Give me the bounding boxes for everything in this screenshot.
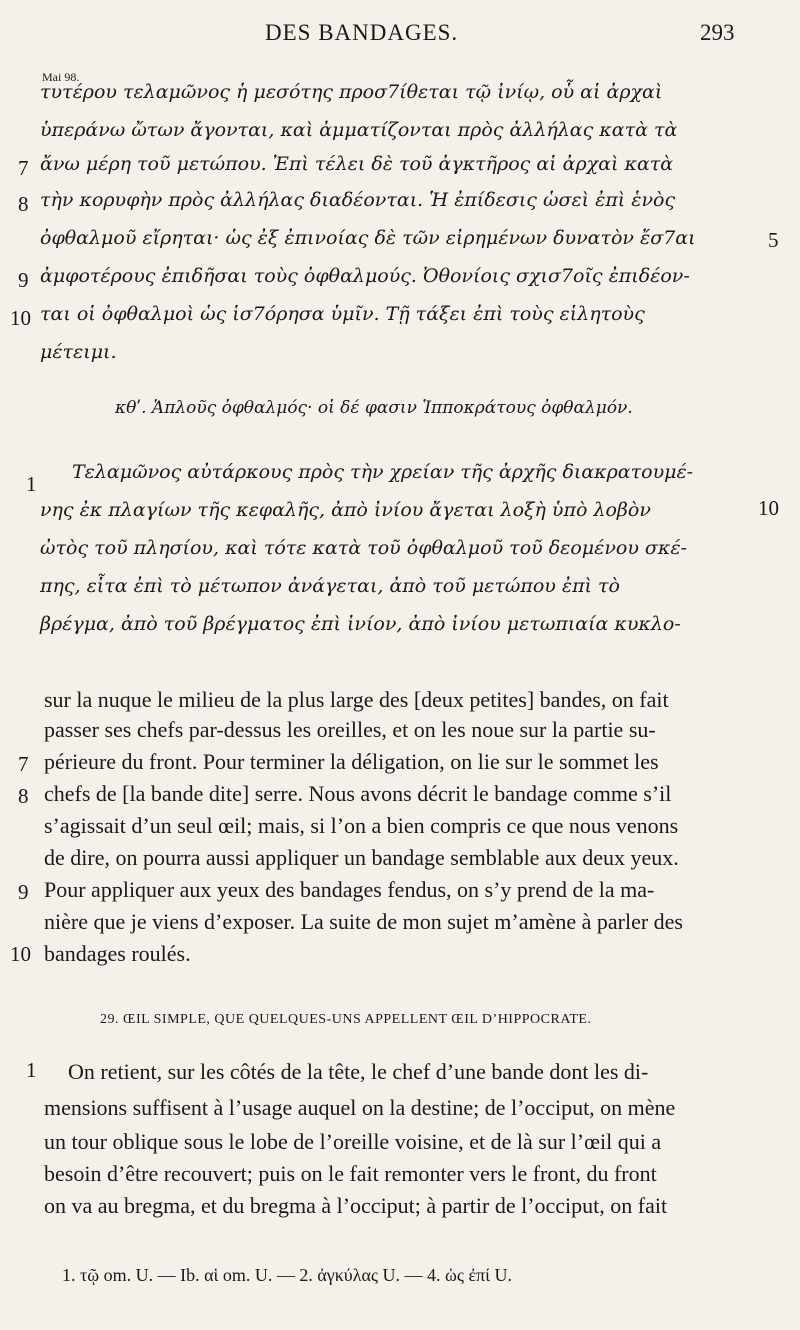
line-number: 5 bbox=[768, 228, 779, 252]
running-header bbox=[0, 20, 800, 50]
page-number: 293 bbox=[700, 20, 735, 45]
line-number: 7 bbox=[18, 752, 29, 776]
line-number: 8 bbox=[18, 192, 29, 216]
margin-note: Mai 98. bbox=[42, 70, 80, 84]
greek-section-heading: κθʹ. Ἁπλοῦς ὀφθαλμός· οἱ δέ φασιν Ἱπποκράτους ὀφθαλμόν. bbox=[115, 398, 633, 418]
french-line: bandages roulés. bbox=[44, 941, 191, 966]
greek-line: τὴν κορυφὴν πρὸς ἀλλήλας διαδέονται. Ἡ ἐπίδεσις ὡσεὶ ἐπὶ ἑνὸς bbox=[40, 189, 676, 211]
line-number: 1 bbox=[26, 1058, 37, 1082]
french-line: besoin d’être recouvert; puis on le fait remonter vers le front, du front bbox=[44, 1161, 657, 1186]
french-line: un tour oblique sous le lobe de l’oreille voisine, et de là sur l’œil qui a bbox=[44, 1129, 662, 1154]
line-number: 10 bbox=[10, 306, 31, 330]
french-line: périeure du front. Pour terminer la déligation, on lie sur le sommet les bbox=[44, 749, 659, 774]
french-line: on va au bregma, et du bregma à l’occiput; à partir de l’occiput, on fait bbox=[44, 1193, 668, 1218]
greek-line: ὠτὸς τοῦ πλησίου, καὶ τότε κατὰ τοῦ ὀφθαλμοῦ τοῦ δεομένου σκέ- bbox=[40, 537, 687, 559]
greek-line: πης, εἶτα ἐπὶ τὸ μέτωπον ἀνάγεται, ἀπὸ τοῦ μετώπου ἐπὶ τὸ bbox=[40, 575, 621, 597]
french-line: Pour appliquer aux yeux des bandages fendus, on s’y prend de la ma- bbox=[44, 877, 655, 902]
french-line: sur la nuque le milieu de la plus large des [deux petites] bandes, on fait bbox=[44, 687, 669, 712]
greek-line: νης ἐκ πλαγίων τῆς κεφαλῆς, ἀπὸ ἰνίου ἄγεται λοξὴ ὑπὸ λοβὸν bbox=[40, 499, 651, 521]
greek-line: ὑπεράνω ὤτων ἄγονται, καὶ ἀμματίζονται πρὸς ἀλλήλας κατὰ τὰ bbox=[40, 119, 678, 141]
french-line: mensions suffisent à l’usage auquel on la destine; de l’occiput, on mène bbox=[44, 1095, 676, 1120]
french-line: passer ses chefs par-dessus les oreilles, et on les noue sur la partie su- bbox=[44, 717, 656, 742]
french-line: s’agissait d’un seul œil; mais, si l’on a bien compris ce que nous venons bbox=[44, 813, 679, 838]
greek-line: βρέγμα, ἀπὸ τοῦ βρέγματος ἐπὶ ἰνίον, ἀπὸ ἰνίου μετωπιαία κυκλο- bbox=[40, 613, 681, 635]
greek-line: ται οἱ ὀφθαλμοὶ ὡς ἱσ7όρησα ὑμῖν. Τῇ τάξει ἐπὶ τοὺς εἱλητοὺς bbox=[40, 303, 645, 325]
line-number: 10 bbox=[758, 496, 779, 520]
line-number: 9 bbox=[18, 880, 29, 904]
line-number: 9 bbox=[18, 268, 29, 292]
footnote: 1. τῷ om. U. — Ib. αἱ om. U. — 2. ἀγκύλας U. — 4. ὡς ἐπί U. bbox=[62, 1265, 512, 1285]
french-line: On retient, sur les côtés de la tête, le chef d’une bande dont les di- bbox=[68, 1059, 649, 1084]
greek-line: μέτειμι. bbox=[40, 341, 117, 363]
greek-line: ἄνω μέρη τοῦ μετώπου. Ἐπὶ τέλει δὲ τοῦ ἀγκτῆρος αἱ ἀρχαὶ κατὰ bbox=[40, 153, 674, 175]
greek-line: τυτέρου τελαμῶνος ἡ μεσότης προσ7ίθεται τῷ ἰνίῳ, οὗ αἱ ἀρχαὶ bbox=[40, 81, 663, 103]
french-line: de dire, on pourra aussi appliquer un bandage semblable aux deux yeux. bbox=[44, 845, 679, 870]
greek-line: ὀφθαλμοῦ εἴρηται· ὡς ἐξ ἐπινοίας δὲ τῶν εἰρημένων δυνατὸν ἔσ7αι bbox=[40, 227, 696, 249]
line-number: 10 bbox=[10, 942, 31, 966]
line-number: 7 bbox=[18, 156, 29, 180]
line-number: 1 bbox=[26, 472, 37, 496]
running-title: DES BANDAGES. bbox=[265, 20, 459, 45]
line-number: 8 bbox=[18, 784, 29, 808]
greek-line: Τελαμῶνος αὐτάρκους πρὸς τὴν χρείαν τῆς ἀρχῆς διακρατουμέ- bbox=[72, 461, 694, 483]
french-line: chefs de [la bande dite] serre. Nous avons décrit le bandage comme s’il bbox=[44, 781, 672, 806]
french-section-heading: 29. ŒIL SIMPLE, QUE QUELQUES-UNS APPELLENT ŒIL D’HIPPOCRATE. bbox=[100, 1012, 592, 1027]
greek-line: ἀμφοτέρους ἐπιδῆσαι τοὺς ὀφθαλμούς. Ὀθονίοις σχισ7οῖς ἐπιδέον- bbox=[40, 265, 690, 287]
french-line: nière que je viens d’exposer. La suite de mon sujet m’amène à parler des bbox=[44, 909, 683, 934]
